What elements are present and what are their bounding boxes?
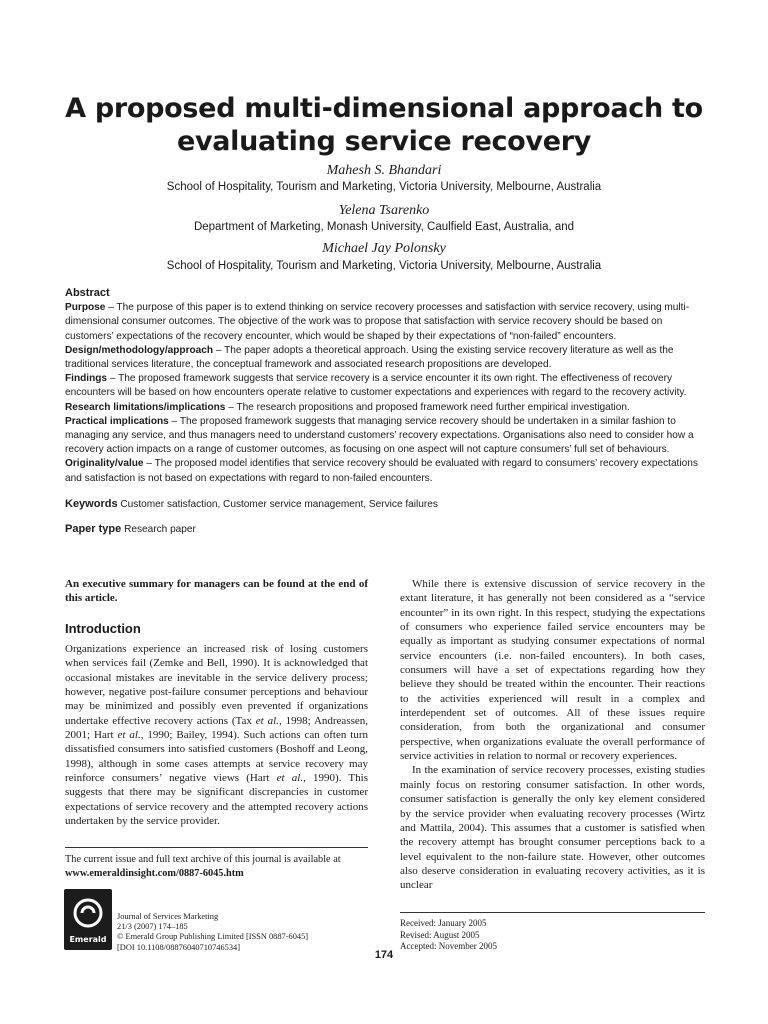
author-name: Yelena Tsarenko xyxy=(338,203,430,218)
introduction-paragraph xyxy=(65,642,368,828)
intro-text: Organizations experience an increased risk of losing customers when services fail (Zemke and Bell, 1990). It is acknowledged that occasional mistakes are inevitable in the service delivery process; however, negative post-failure consumer perceptions and behaviour may be minimized and possibly even prevented if organizations undertake effective recovery actions (Tax xyxy=(65,643,368,727)
journal-copyright: © Emerald Group Publishing Limited [ISSN 0887-6045] xyxy=(117,932,309,942)
date-received: Received: January 2005 xyxy=(400,918,487,928)
archive-link[interactable]: www.emeraldinsight.com/0887-6045.htm xyxy=(65,867,244,879)
author-affiliation: Department of Marketing, Monash University, Caulfield East, Australia, and xyxy=(193,221,575,233)
abstract-limitations xyxy=(65,401,705,415)
abstract-heading: Abstract xyxy=(65,287,110,299)
journal-info xyxy=(117,912,367,953)
introduction-heading: Introduction xyxy=(65,621,141,636)
author-affiliation: School of Hospitality, Tourism and Marketing, Victoria University, Melbourne, Australia xyxy=(166,260,602,272)
abstract-label: Findings xyxy=(65,373,108,385)
body-paragraph: In the examination of service recovery processes, existing studies mainly focus on restoring consumer satisfaction. In other words, consumer satisfaction is generally the only key element considered by the service provider when evaluating recovery processes (Wirtz and Mattila, 2004). This assumes that a customer is satisfied when the recovery attempt has brought consumer perceptions back to a level equivalent to the non-failure state. However, other outcomes also deserve consideration in evaluating recovery activities, as it is unclear xyxy=(400,764,705,892)
article-dates xyxy=(400,918,705,953)
body-paragraph: While there is extensive discussion of service recovery in the extant literature, it has generally not been considered as a “service encounter” in its own right. In this respect, studying the expectations of consumers who experience failed service encounters may be equally as important as studying consumer expectations of normal service encounters (i.e. non-failed encounters). In both cases, consumers will have a set of expectations regarding how they believe they should be treated within the encounter. Their reactions to the activities experienced will result in a complex and interdependent set of outcomes. All of these issues require consideration, from both the organizational and consumer perspective, when organizations evaluate the overall performance of service activities in relation to normal or recovery experiences. xyxy=(400,578,705,763)
archive-divider xyxy=(65,847,368,848)
intro-text-italic: et al. xyxy=(255,714,279,727)
abstract-text: – The research propositions and proposed framework need further empirical investigation. xyxy=(225,401,630,413)
abstract-originality xyxy=(65,457,705,485)
abstract xyxy=(65,286,705,486)
abstract-label: Research limitations/implications xyxy=(65,401,226,413)
paper-type-text: Research paper xyxy=(124,524,196,535)
emerald-logo-icon xyxy=(72,895,104,931)
emerald-logo-text: Emerald xyxy=(69,935,107,944)
abstract-text: – The purpose of this paper is to extend thinking on service recovery processes and satisfaction with service recovery, using multi-dimensional consumer outcomes. The objective of the work was to propose that satisfaction with service recovery should be based on customers’ expectations of the recovery encounter, which would be shaped by their expectations of “non-failed” encounters. xyxy=(65,302,690,342)
archive-note xyxy=(65,853,368,880)
abstract-label: Purpose xyxy=(65,302,106,314)
journal-name: Journal of Services Marketing xyxy=(117,912,219,921)
author-name: Mahesh S. Bhandari xyxy=(326,163,442,178)
intro-text: , 1998; Andreassen, 2001; Hart xyxy=(65,714,369,742)
date-accepted: Accepted: November 2005 xyxy=(400,941,497,951)
keywords-text: Customer satisfaction, Customer service management, Service failures xyxy=(120,499,438,510)
title-line-2: evaluating service recovery xyxy=(176,126,592,157)
abstract-purpose xyxy=(65,301,705,344)
intro-text: , 1990). This suggests that there may be significant discrepancies in customer expectations of service recovery and the attempted recovery actions undertaken by the service provider. xyxy=(65,772,368,828)
keywords xyxy=(65,497,705,512)
date-revised: Revised: August 2005 xyxy=(400,929,480,940)
intro-text-italic: et al. xyxy=(276,772,304,785)
paper-type xyxy=(65,522,705,537)
paper-title xyxy=(40,92,728,158)
keywords-label: Keywords xyxy=(65,498,118,510)
abstract-text: – The paper adopts a theoretical approach. Using the existing service recovery literature as well as the traditional services literature, the conceptual framework and associated research propositions are developed. xyxy=(65,344,674,371)
abstract-text: – The proposed model identifies that service recovery should be evaluated with regard to consumers’ recovery expectations and satisfaction is not based on expectations with regard to non-failed encounters. xyxy=(65,458,698,484)
page-number: 174 xyxy=(374,949,394,961)
emerald-logo xyxy=(64,889,112,950)
abstract-practical xyxy=(65,415,705,458)
paper-type-label: Paper type xyxy=(65,523,122,535)
abstract-findings xyxy=(65,372,705,400)
abstract-text: – The proposed framework suggests that managing service recovery should be undertaken in a similar fashion to managing any service, and thus managers need to understand customers’ recovery expectations. Organisations also need to consider how a recovery action impacts on a range of customer outcomes, as focusing on one aspect will not capture consumers’ full set of behaviours. xyxy=(65,415,694,456)
right-column-body xyxy=(400,577,705,893)
dates-divider xyxy=(400,912,705,913)
abstract-label: Design/methodology/approach xyxy=(65,344,214,356)
abstract-label: Practical implications xyxy=(65,415,169,427)
executive-summary-note: An executive summary for managers can be found at the end of this article. xyxy=(65,578,368,605)
abstract-text: – The proposed framework suggests that service recovery is a service encounter it its own right. The effectiveness of recovery encounters will be based on how encounters operate relative to customer expectations and experiences with regard to the recovery activity. xyxy=(65,373,687,399)
abstract-label: Originality/value xyxy=(65,458,144,470)
abstract-design xyxy=(65,344,705,372)
archive-note-text: The current issue and full text archive of this journal is available at xyxy=(65,854,341,865)
intro-text-italic: et al. xyxy=(117,729,141,742)
title-line-1: A proposed multi-dimensional approach to xyxy=(65,93,703,124)
author-affiliation: School of Hospitality, Tourism and Marketing, Victoria University, Melbourne, Australia xyxy=(166,181,602,193)
author-name: Michael Jay Polonsky xyxy=(322,241,446,256)
intro-text: , 1990; Bailey, 1994). Such actions can often turn dissatisfied consumers into satisfied customers (Boshoff and Leong, 1998), although in some cases attempts at service recovery may reinforce consumers’ negative views (Hart xyxy=(65,729,368,785)
journal-doi: [DOI 10.1108/08876040710746534] xyxy=(117,942,240,952)
journal-volume: 21/3 (2007) 174–185 xyxy=(117,922,188,932)
